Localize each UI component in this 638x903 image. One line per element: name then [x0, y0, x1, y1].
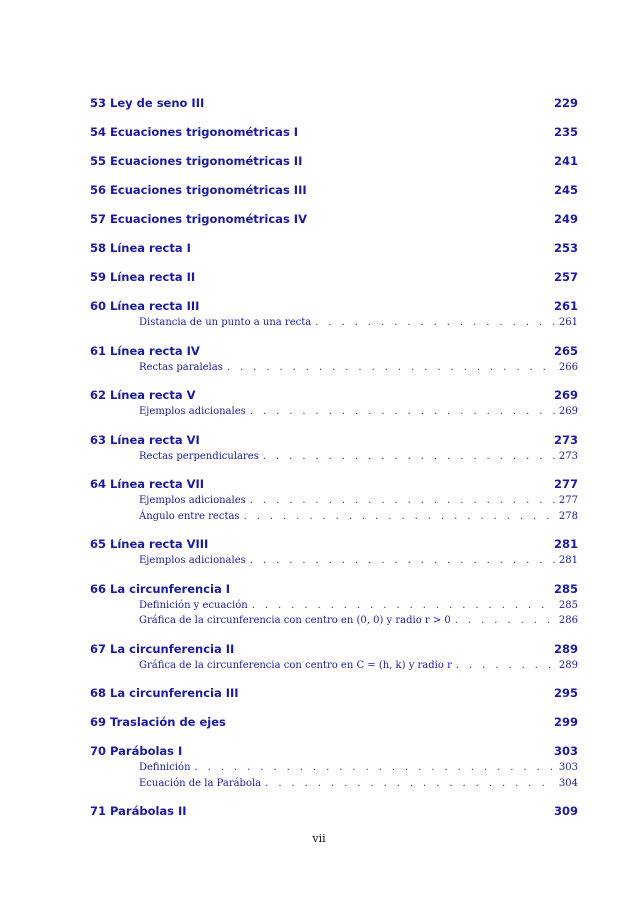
section-title: Definición y ecuación — [139, 599, 248, 611]
dot-leader — [250, 404, 555, 420]
chapter-page: 257 — [553, 270, 578, 284]
section-list — [90, 360, 578, 376]
chapter-entry[interactable] — [90, 152, 578, 170]
chapter-number: 71 — [90, 804, 107, 818]
dot-leader — [263, 449, 555, 465]
chapter-title: Línea recta I — [110, 241, 191, 255]
dot-leader — [265, 776, 555, 792]
toc-chapter — [90, 386, 578, 420]
chapter-title: Parábolas II — [110, 804, 187, 818]
dot-leader — [250, 493, 555, 509]
chapter-title: Ecuaciones trigonométricas II — [110, 154, 303, 168]
chapter-heading — [90, 342, 200, 360]
section-page: 261 — [558, 317, 578, 328]
dot-leader — [252, 598, 555, 614]
toc-chapter — [90, 475, 578, 524]
chapter-heading — [90, 123, 298, 141]
section-page: 303 — [558, 762, 578, 773]
chapter-number: 57 — [90, 212, 107, 226]
section-entry[interactable] — [90, 598, 578, 614]
chapter-number: 56 — [90, 183, 107, 197]
chapter-entry[interactable] — [90, 210, 578, 228]
chapter-number: 54 — [90, 125, 107, 139]
section-page: 285 — [558, 599, 578, 611]
chapter-title: Ecuaciones trigonométricas IV — [110, 212, 307, 226]
chapter-entry[interactable] — [90, 475, 578, 493]
section-page: 273 — [558, 450, 578, 462]
section-title: Rectas paralelas — [139, 361, 223, 373]
dot-leader — [315, 315, 555, 331]
chapter-entry[interactable] — [90, 386, 578, 404]
chapter-page: 269 — [553, 388, 578, 402]
chapter-title: Línea recta VI — [110, 432, 200, 447]
chapter-title: Línea recta VIII — [110, 537, 209, 551]
chapter-title: Parábolas I — [110, 744, 183, 758]
chapter-heading — [90, 431, 200, 449]
section-page: 281 — [558, 555, 578, 566]
chapter-entry[interactable] — [90, 123, 578, 141]
chapter-number: 64 — [90, 477, 107, 491]
chapter-heading — [90, 713, 226, 731]
chapter-page: 235 — [553, 125, 578, 139]
toc-chapter — [90, 684, 578, 702]
toc-chapter — [90, 431, 578, 465]
section-title: Ángulo entre rectas — [139, 510, 240, 522]
chapter-number: 61 — [90, 343, 107, 358]
chapter-heading — [90, 802, 187, 820]
chapter-title: La circunferencia I — [110, 581, 231, 596]
chapter-heading — [90, 684, 239, 702]
section-title: Gráfica de la circunferencia con centro en C = (h, k) y radio r — [139, 659, 452, 671]
toc-chapter — [90, 268, 578, 286]
chapter-heading — [90, 580, 230, 598]
section-page: 286 — [558, 615, 578, 626]
chapter-number: 70 — [90, 744, 107, 758]
section-title: Rectas perpendiculares — [139, 450, 259, 462]
toc-chapter — [90, 713, 578, 731]
section-entry[interactable] — [90, 776, 578, 792]
chapter-number: 53 — [90, 96, 107, 110]
chapter-page: 253 — [553, 241, 578, 255]
chapter-number: 55 — [90, 154, 107, 168]
chapter-entry[interactable] — [90, 713, 578, 731]
chapter-entry[interactable] — [90, 640, 578, 658]
section-title: Gráfica de la circunferencia con centro en (0, 0) y radio r > 0 — [139, 615, 451, 626]
chapter-page: 241 — [553, 154, 578, 168]
chapter-page: 285 — [553, 581, 578, 596]
chapter-heading — [90, 640, 234, 658]
toc-chapter — [90, 210, 578, 228]
chapter-entry[interactable] — [90, 94, 578, 112]
section-title: Definición — [139, 762, 191, 773]
chapter-entry[interactable] — [90, 535, 578, 553]
chapter-number: 62 — [90, 388, 107, 402]
chapter-title: La circunferencia II — [110, 641, 235, 656]
toc-chapter — [90, 640, 578, 674]
section-list — [90, 493, 578, 524]
section-list — [90, 553, 578, 569]
chapter-heading — [90, 152, 302, 170]
section-list — [90, 760, 578, 791]
chapter-number: 58 — [90, 241, 107, 255]
chapter-entry[interactable] — [90, 742, 578, 760]
chapter-title: Ecuaciones trigonométricas I — [110, 125, 299, 139]
chapter-heading — [90, 535, 208, 553]
chapter-heading — [90, 268, 195, 286]
table-of-contents — [90, 94, 578, 820]
chapter-title: Traslación de ejes — [110, 715, 226, 729]
chapter-page: 229 — [553, 96, 578, 110]
section-entry[interactable] — [90, 613, 578, 629]
section-title: Ejemplos adicionales — [139, 406, 246, 417]
chapter-number: 60 — [90, 299, 107, 313]
chapter-page: 289 — [553, 641, 578, 656]
section-list — [90, 449, 578, 465]
section-entry[interactable] — [90, 360, 578, 376]
dot-leader — [244, 509, 555, 525]
chapter-title: Línea recta III — [110, 299, 200, 313]
chapter-number: 67 — [90, 641, 107, 656]
chapter-page: 277 — [553, 477, 578, 491]
page-number: vii — [312, 832, 326, 845]
chapter-entry[interactable] — [90, 181, 578, 199]
section-title: Ejemplos adicionales — [139, 495, 246, 506]
chapter-heading — [90, 475, 204, 493]
section-page: 269 — [558, 406, 578, 417]
chapter-number: 66 — [90, 581, 107, 596]
chapter-title: La circunferencia III — [110, 686, 239, 700]
toc-chapter — [90, 123, 578, 141]
chapter-heading — [90, 210, 307, 228]
chapter-page: 245 — [553, 183, 578, 197]
chapter-title: Línea recta IV — [110, 343, 200, 358]
chapter-page: 295 — [553, 686, 578, 700]
dot-leader — [195, 760, 555, 776]
chapter-number: 59 — [90, 270, 107, 284]
chapter-page: 309 — [553, 804, 578, 818]
chapter-heading — [90, 386, 196, 404]
chapter-page: 299 — [553, 715, 578, 729]
toc-chapter — [90, 181, 578, 199]
chapter-number: 68 — [90, 686, 107, 700]
toc-chapter — [90, 535, 578, 569]
section-page: 304 — [558, 777, 578, 789]
section-list — [90, 404, 578, 420]
section-page: 277 — [558, 495, 578, 506]
section-entry[interactable] — [90, 449, 578, 465]
chapter-page: 281 — [553, 537, 578, 551]
section-entry[interactable] — [90, 509, 578, 525]
chapter-entry[interactable] — [90, 342, 578, 360]
toc-chapter — [90, 802, 578, 820]
chapter-heading — [90, 94, 204, 112]
section-entry[interactable] — [90, 493, 578, 509]
toc-chapter — [90, 94, 578, 112]
chapter-page: 249 — [553, 212, 578, 226]
toc-chapter — [90, 152, 578, 170]
dot-leader — [227, 360, 555, 376]
section-page: 278 — [558, 510, 578, 522]
chapter-title: Ecuaciones trigonométricas III — [110, 183, 307, 197]
chapter-number: 63 — [90, 432, 107, 447]
section-list — [90, 598, 578, 629]
section-entry[interactable] — [90, 658, 578, 674]
section-list — [90, 658, 578, 674]
chapter-page: 261 — [553, 299, 578, 313]
chapter-title: Ley de seno III — [110, 96, 205, 110]
chapter-entry[interactable] — [90, 802, 578, 820]
section-entry[interactable] — [90, 315, 578, 331]
section-entry[interactable] — [90, 404, 578, 420]
section-title: Distancia de un punto a una recta — [139, 317, 312, 328]
chapter-page: 303 — [553, 744, 578, 758]
chapter-entry[interactable] — [90, 580, 578, 598]
chapter-entry[interactable] — [90, 431, 578, 449]
chapter-heading — [90, 239, 191, 257]
toc-chapter — [90, 239, 578, 257]
chapter-title: Línea recta II — [110, 270, 196, 284]
toc-chapter — [90, 580, 578, 629]
toc-chapter — [90, 297, 578, 331]
dot-leader — [455, 613, 555, 629]
chapter-title: Línea recta VII — [110, 477, 205, 491]
chapter-page: 273 — [553, 432, 578, 447]
section-entry[interactable] — [90, 760, 578, 776]
chapter-entry[interactable] — [90, 268, 578, 286]
chapter-entry[interactable] — [90, 684, 578, 702]
toc-chapter — [90, 342, 578, 376]
chapter-page: 265 — [553, 343, 578, 358]
section-title: Ecuación de la Parábola — [139, 777, 262, 789]
chapter-number: 65 — [90, 537, 107, 551]
section-entry[interactable] — [90, 553, 578, 569]
dot-leader — [250, 553, 555, 569]
section-title: Ejemplos adicionales — [139, 555, 246, 566]
toc-chapter — [90, 742, 578, 791]
section-page: 266 — [558, 361, 578, 373]
section-page: 289 — [558, 659, 578, 671]
chapter-heading — [90, 181, 307, 199]
chapter-entry[interactable] — [90, 239, 578, 257]
chapter-heading — [90, 742, 182, 760]
chapter-number: 69 — [90, 715, 107, 729]
chapter-entry[interactable] — [90, 297, 578, 315]
chapter-heading — [90, 297, 199, 315]
dot-leader — [456, 658, 555, 674]
chapter-title: Línea recta V — [110, 388, 196, 402]
section-list — [90, 315, 578, 331]
